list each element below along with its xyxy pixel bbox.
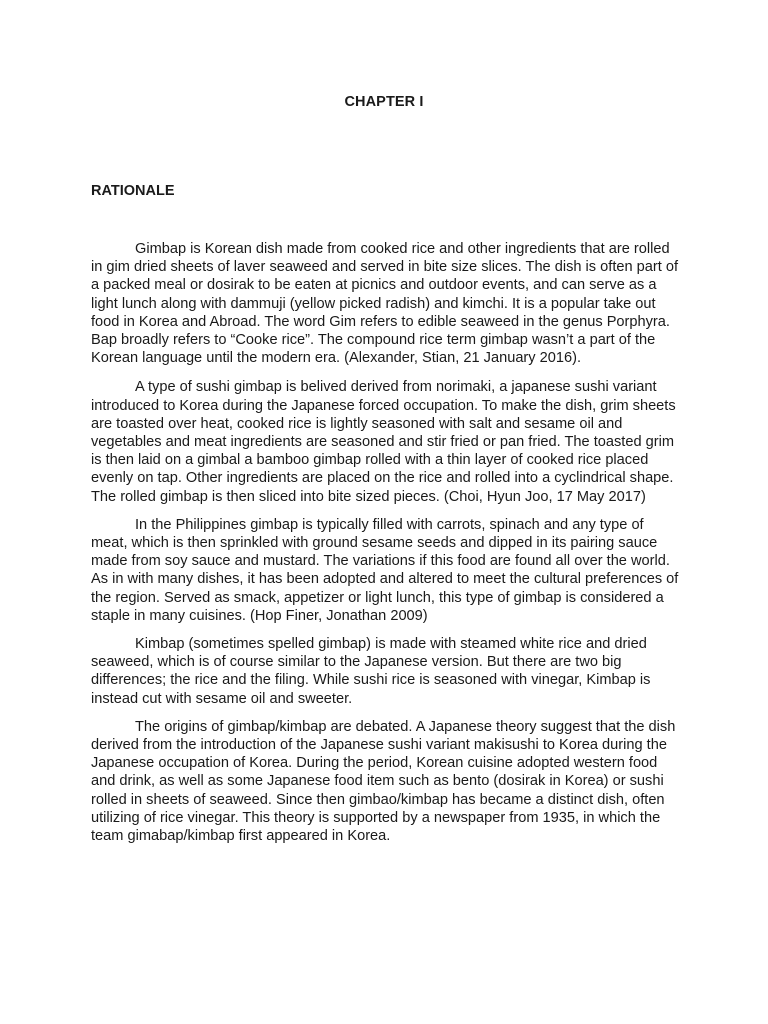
- paragraph: In the Philippines gimbap is typically filled with carrots, spinach and any type of meat, which is then sprinkled with ground sesame seeds and dipped in its pairing sauce made from soy sauce and mustard. The variations if this food are found all over the world. As in with many dishes, it has been adopted and altered to meet the cultural preferences of the region. Served as smack, appetizer or light lunch, this type of gimbap is considered a staple in many cuisines. (Hop Finer, Jonathan 2009): [91, 516, 679, 624]
- chapter-title: CHAPTER I: [344, 94, 424, 110]
- section-heading: RATIONALE: [91, 183, 175, 199]
- body-text: [91, 240, 681, 855]
- paragraph: Gimbap is Korean dish made from cooked rice and other ingredients that are rolled in gim dried sheets of laver seaweed and served in bite size slices. The dish is often part of a packed meal or dosirak to be eaten at picnics and outdoor events, and can serve as a light lunch along with dammuji (yellow picked radish) and kimchi. It is a popular take out food in Korea and Abroad. The word Gim refers to edible seaweed in the genus Porphyra. Bap broadly refers to “Cooke rice”. The compound rice term gimbap wasn’t a part of the Korean language until the modern era. (Alexander, Stian, 21 January 2016).: [91, 241, 679, 367]
- paragraph: A type of sushi gimbap is belived derived from norimaki, a japanese sushi variant introduced to Korea during the Japanese forced occupation. To make the dish, grim sheets are toasted over heat, cooked rice is lightly seasoned with salt and sesame oil and vegetables and meat ingredients are seasoned and stir fried or pan fried. The toasted grim is then laid on a gimbal a bamboo gimbap rolled with a thin layer of cooked rice placed evenly on tap. Other ingredients are placed on the rice and rolled into a cyclindrical shape. The rolled gimbap is then sliced into bite sized pieces. (Choi, Hyun Joo, 17 May 2017): [91, 379, 676, 505]
- paragraph: Kimbap (sometimes spelled gimbap) is made with steamed white rice and dried seaweed, which is of course similar to the Japanese version. But there are two big differences; the rice and the filing. While sushi rice is seasoned with vinegar, Kimbap is instead cut with sesame oil and sweeter.: [91, 636, 651, 707]
- paragraph: The origins of gimbap/kimbap are debated. A Japanese theory suggest that the dish derived from the introduction of the Japanese sushi variant makisushi to Korea during the Japanese occupation of Korea. During the period, Korean cuisine adopted western food and drink, as well as some Japanese food item such as bento (dosirak in Korea) or sushi rolled in sheets of seaweed. Since then gimbao/kimbap has became a distinct dish, often utilizing of rice vinegar. This theory is supported by a newspaper from 1935, in which the team gimabap/kimbap first appeared in Korea.: [91, 718, 676, 845]
